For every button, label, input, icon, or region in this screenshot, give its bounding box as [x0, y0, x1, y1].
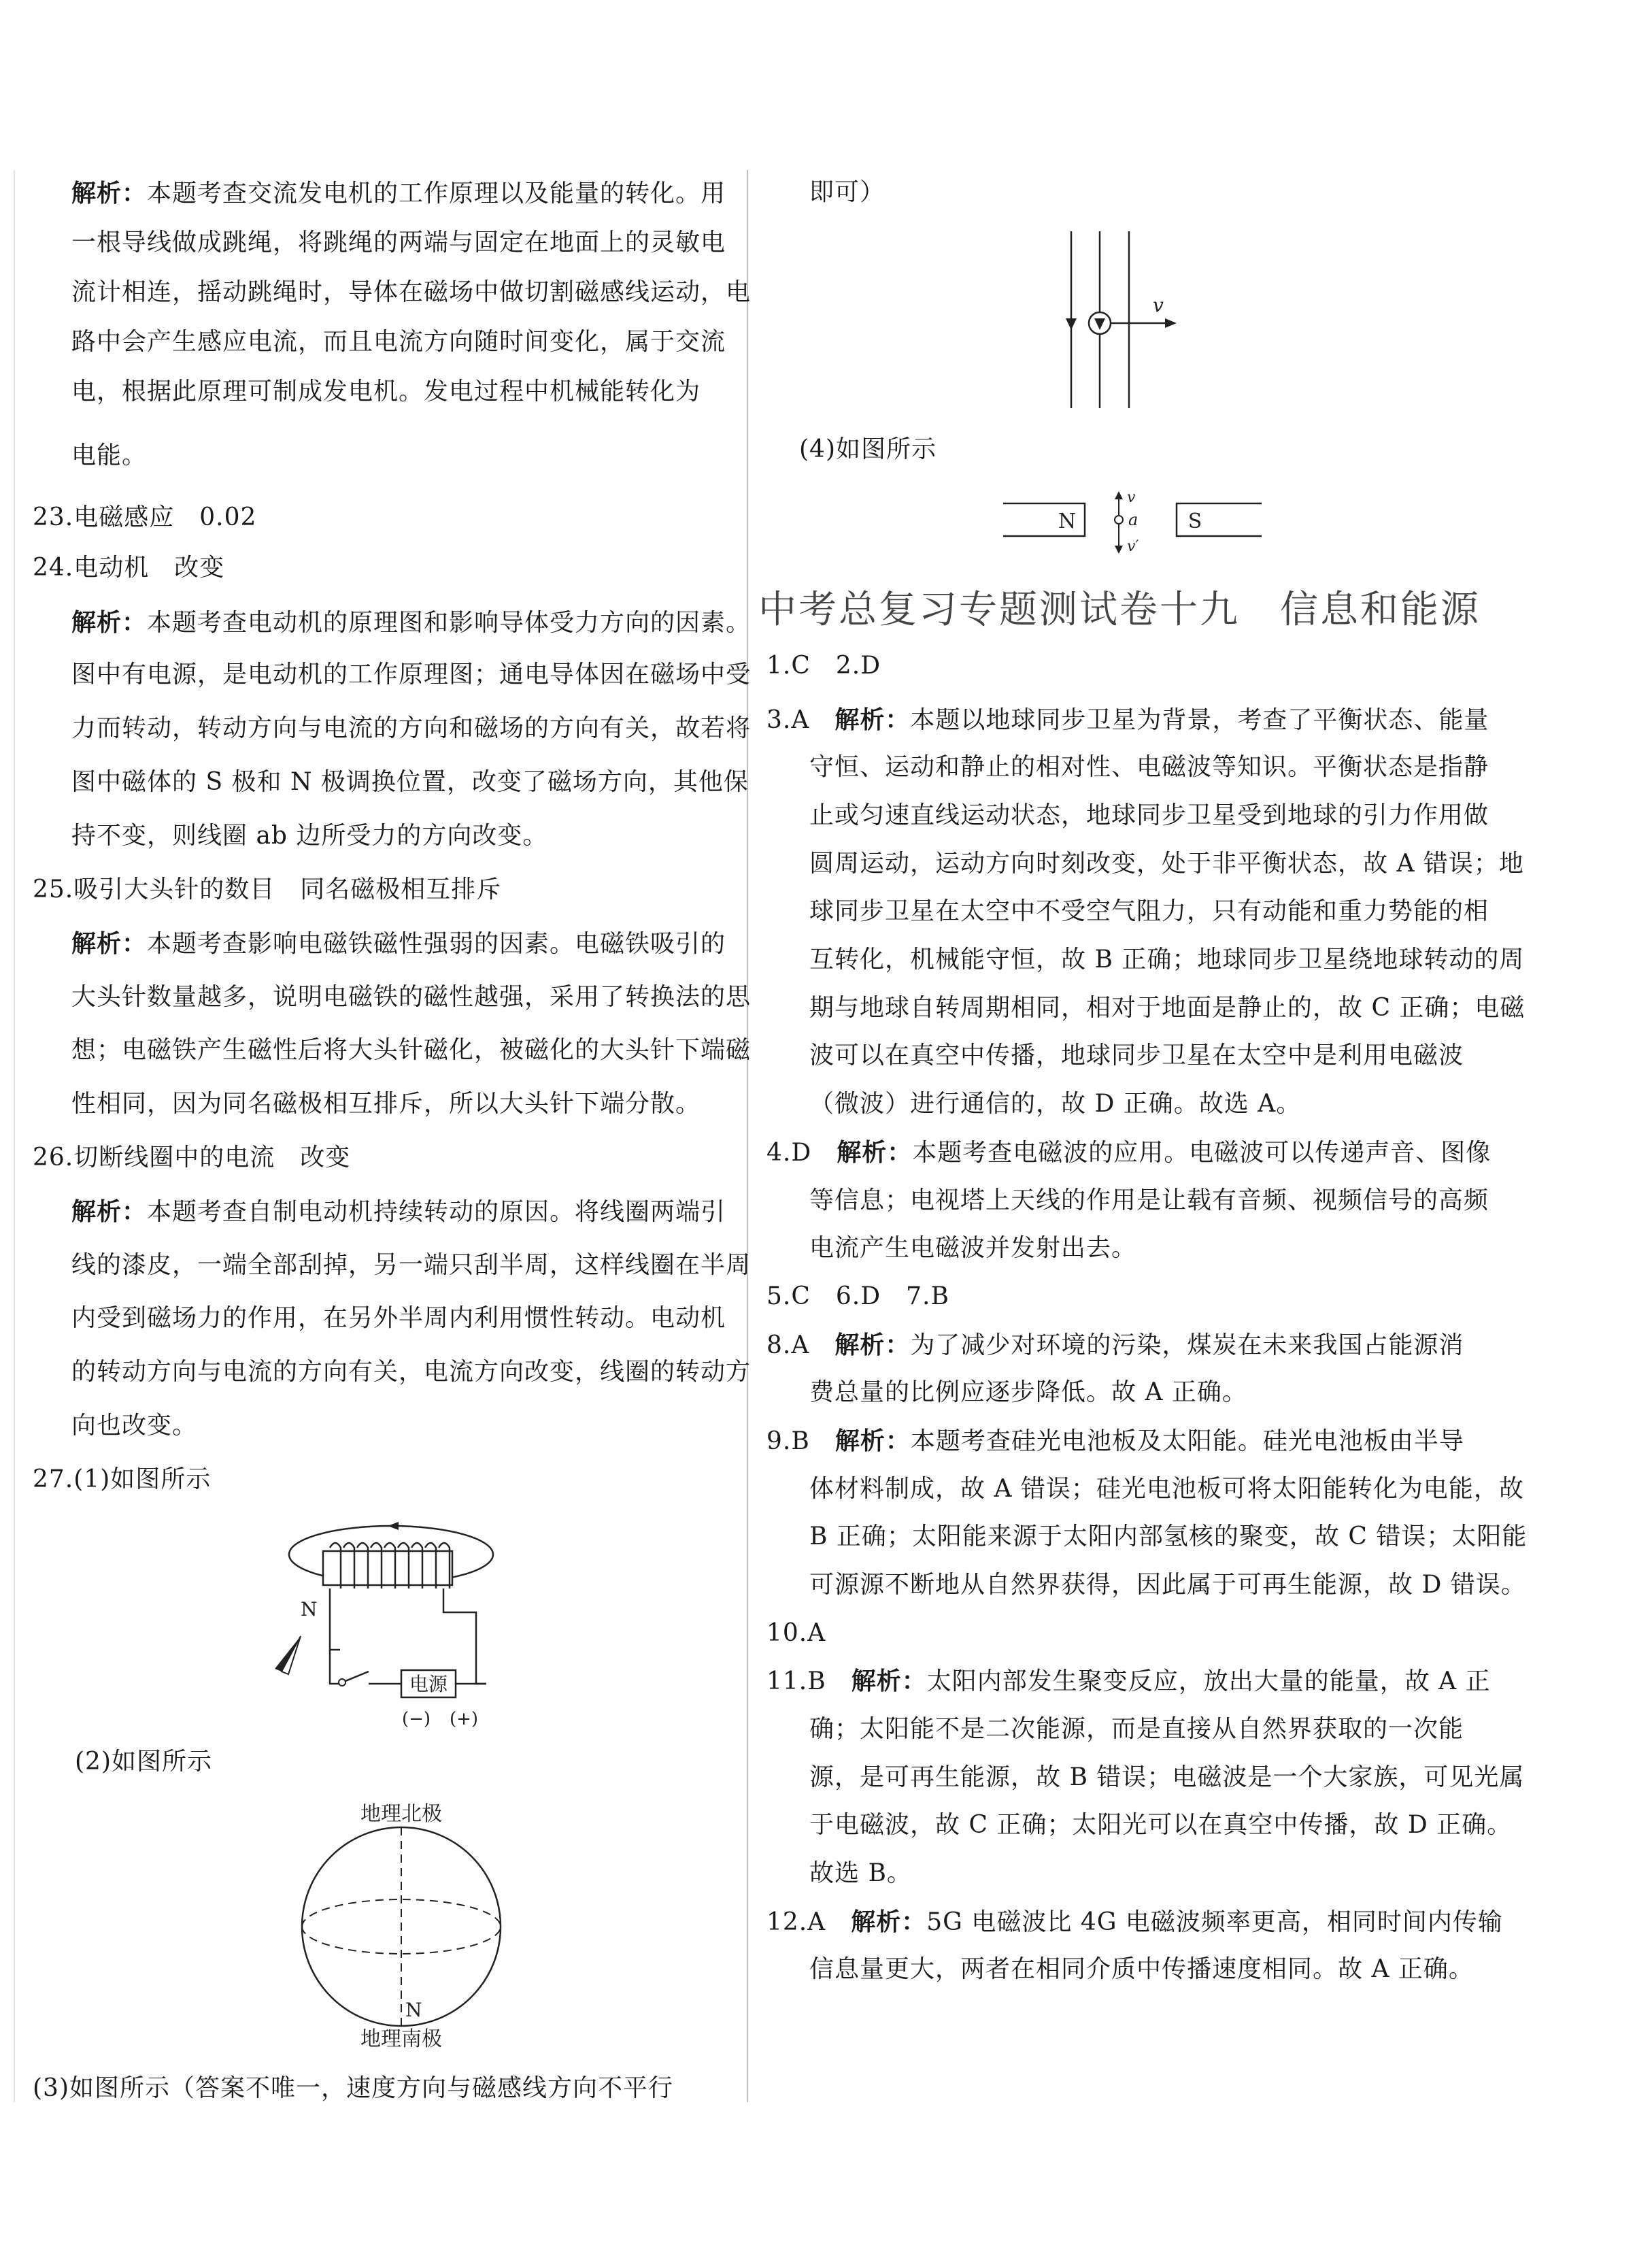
switch-arm — [345, 1671, 369, 1681]
figure-velocity — [1051, 231, 1207, 418]
compass-n-label: N — [301, 1598, 318, 1620]
q26-explanation-line-5: 向也改变。 — [71, 1412, 198, 1440]
solenoid-core — [323, 1551, 452, 1585]
answer-3-line-1: 3.A 解析：本题以地球同步卫星为背景，考查了平衡状态、能量 — [766, 705, 1489, 734]
q24-explanation-line-1: 解析：本题考查电动机的原理图和影响导体受力方向的因素。 — [71, 608, 752, 637]
q24-explanation-line-3: 力而转动，转动方向与电流的方向和磁场的方向有关，故若将 — [71, 714, 752, 742]
v-prime-label: v′ — [1127, 538, 1139, 555]
q27-part1: 27.(1)如图所示 — [33, 1465, 212, 1493]
v-label: v — [1127, 489, 1136, 506]
answer-8-line-1: 8.A 解析：为了减少对环境的污染，煤炭在未来我国占能源消 — [766, 1331, 1464, 1359]
answer-9-line-1: 9.B 解析：本题考查硅光电池板及太阳能。硅光电池板由半导 — [766, 1427, 1464, 1455]
column-divider — [747, 170, 748, 2102]
figure-magnets — [1003, 488, 1330, 563]
answer-11-line-1: 11.B 解析：太阳内部发生聚变反应，放出大量的能量，故 A 正 — [766, 1667, 1491, 1695]
velocity-arrow — [1165, 318, 1177, 328]
answer-3-line-5: 球同步卫星在太空中不受空气阻力，只有动能和重力势能的相 — [809, 897, 1489, 925]
answer-9-line-3: B 正确；太阳能来源于太阳内部氢核的聚变，故 C 错误；太阳能 — [809, 1523, 1528, 1550]
q24-explanation-line-5: 持不变，则线圈 ab 边所受力的方向改变。 — [71, 822, 548, 850]
magnet-n-label: N — [1058, 510, 1077, 533]
up-arrow — [1115, 491, 1123, 499]
answer-3-line-8: 波可以在真空中传播，地球同步卫星在太空中是利用电磁波 — [809, 1042, 1464, 1069]
q24-answer: 24.电动机 改变 — [33, 554, 225, 582]
answer-4-line-1: 4.D 解析：本题考查电磁波的应用。电磁波可以传递声音、图像 — [766, 1138, 1491, 1167]
answer-1-2: 1.C 2.D — [766, 652, 881, 680]
wire-left — [330, 1589, 340, 1650]
answer-3-line-4: 圆周运动，运动方向时刻改变，处于非平衡状态，故 A 错误；地 — [809, 850, 1524, 878]
q25-explanation-line-4: 性相同，因为同名磁极相互排斥，所以大头针下端分散。 — [71, 1090, 701, 1118]
power-source-label: 电源 — [409, 1673, 448, 1695]
q27-part3: (3)如图所示（答案不唯一，速度方向与磁感线方向不平行 — [33, 2074, 673, 2102]
q22-explanation-line-4: 路中会产生感应电流，而且电流方向随时间变化，属于交流 — [71, 328, 726, 356]
magnet-s-label: S — [1187, 510, 1202, 533]
q25-explanation-line-3: 想；电磁铁产生磁性后将大头针磁化，被磁化的大头针下端磁 — [71, 1036, 752, 1064]
geo-north-label: 地理北极 — [360, 1802, 442, 1826]
answer-9-line-4: 可源源不断地从自然界获得，因此属于可再生能源，故 D 错误。 — [809, 1571, 1526, 1599]
answer-4-line-2: 等信息；电视塔上天线的作用是让载有音频、视频信号的高频 — [809, 1186, 1489, 1214]
q26-explanation-line-1: 解析：本题考查自制电动机持续转动的原因。将线圈两端引 — [71, 1197, 726, 1226]
q22-explanation-line-1: 解析：本题考查交流发电机的工作原理以及能量的转化。用 — [71, 179, 726, 207]
q26-explanation-line-2: 线的漆皮，一端全部刮掉，另一端只刮半周，这样线圈在半周 — [71, 1251, 752, 1279]
answer-5-7: 5.C 6.D 7.B — [766, 1282, 949, 1310]
answer-3-line-3: 止或匀速直线运动状态，地球同步卫星受到地球的引力作用做 — [809, 801, 1489, 829]
q25-explanation-line-2: 大头针数量越多，说明电磁铁的磁性越强，采用了转换法的思 — [71, 983, 752, 1011]
answer-4-line-3: 电流产生电磁波并发射出去。 — [809, 1234, 1137, 1262]
source-plus: (+) — [449, 1709, 479, 1729]
answer-12-line-2: 信息量更大，两者在相同介质中传播速度相同。故 A 正确。 — [809, 1955, 1474, 1983]
answer-9-line-2: 体材料制成，故 A 错误；硅光电池板可将太阳能转化为电能，故 — [809, 1475, 1524, 1503]
field-arrow-1 — [1066, 318, 1077, 330]
q23-answer: 23.电磁感应 0.02 — [33, 503, 257, 531]
answer-3-line-2: 守恒、运动和静止的相对性、电磁波等知识。平衡状态是指静 — [809, 753, 1489, 781]
answer-10: 10.A — [766, 1619, 826, 1647]
left-margin-line — [14, 170, 15, 2102]
answer-12-line-1: 12.A 解析：5G 电磁波比 4G 电磁波频率更高，相同时间内传输 — [766, 1908, 1503, 1936]
answer-11-line-5: 故选 B。 — [809, 1859, 912, 1887]
q22-explanation-line-2: 一根导线做成跳绳，将跳绳的两端与固定在地面上的灵敏电 — [71, 229, 726, 256]
earth-n-label: N — [405, 1999, 422, 2021]
q25-explanation-line-1: 解析：本题考查影响电磁铁磁性强弱的因素。电磁铁吸引的 — [71, 929, 726, 958]
answer-3-line-6: 互转化，机械能守恒，故 B 正确；地球同步卫星绕地球转动的周 — [809, 946, 1525, 974]
q27-part2: (2)如图所示 — [75, 1748, 212, 1776]
switch-contact — [339, 1679, 345, 1686]
q26-explanation-line-4: 的转动方向与电流的方向有关，电流方向改变，线圈的转动方 — [71, 1358, 752, 1386]
section-heading: 中考总复习专题测试卷十九 信息和能源 — [758, 588, 1481, 632]
q22-explanation-line-3: 流计相连，摇动跳绳时，导体在磁场中做切割磁感线运动，电 — [71, 278, 752, 306]
wire-switch — [330, 1650, 339, 1684]
figure-earth — [292, 1797, 510, 2049]
source-minus: (−) — [401, 1709, 431, 1729]
answer-11-line-2: 确；太阳能不是二次能源，而是直接从自然界获取的一次能 — [809, 1715, 1464, 1743]
answer-3-line-7: 期与地球自转周期相同，相对于地面是静止的，故 C 正确；电磁 — [809, 994, 1525, 1022]
q24-explanation-line-4: 图中磁体的 S 极和 N 极调换位置，改变了磁场方向，其他保 — [71, 768, 749, 796]
q26-answer: 26.切断线圈中的电流 改变 — [33, 1144, 351, 1171]
field-line-arrow — [388, 1522, 399, 1530]
answer-11-line-4: 于电磁波，故 C 正确；太阳光可以在真空中传播，故 D 正确。 — [809, 1811, 1513, 1839]
q22-explanation-line-5: 电，根据此原理可制成发电机。发电过程中机械能转化为 — [71, 378, 701, 405]
conductor-a — [1115, 516, 1123, 524]
figure-solenoid — [265, 1514, 524, 1738]
answer-11-line-3: 源，是可再生能源，故 B 错误；电磁波是一个大家族，可见光属 — [809, 1763, 1525, 1791]
compass-needle-north — [282, 1636, 301, 1674]
q26-explanation-line-3: 内受到磁场力的作用，在另外半周内利用惯性转动。电动机 — [71, 1304, 726, 1332]
answer-8-line-2: 费总量的比例应逐步降低。故 A 正确。 — [809, 1378, 1247, 1406]
q27-part4: (4)如图所示 — [799, 435, 937, 463]
answer-3-line-9: （微波）进行通信的，故 D 正确。故选 A。 — [809, 1090, 1302, 1118]
q22-explanation-line-6: 电能。 — [71, 442, 148, 469]
velocity-label: v — [1153, 294, 1164, 316]
down-arrow — [1115, 546, 1123, 554]
geo-south-label: 地理南极 — [360, 2027, 442, 2049]
q24-explanation-line-2: 图中有电源，是电动机的工作原理图；通电导体因在磁场中受 — [71, 661, 752, 688]
q27-part3-continued: 即可） — [809, 178, 886, 206]
q25-answer: 25.吸引大头针的数目 同名磁极相互排斥 — [33, 876, 502, 903]
a-label: a — [1128, 510, 1139, 529]
